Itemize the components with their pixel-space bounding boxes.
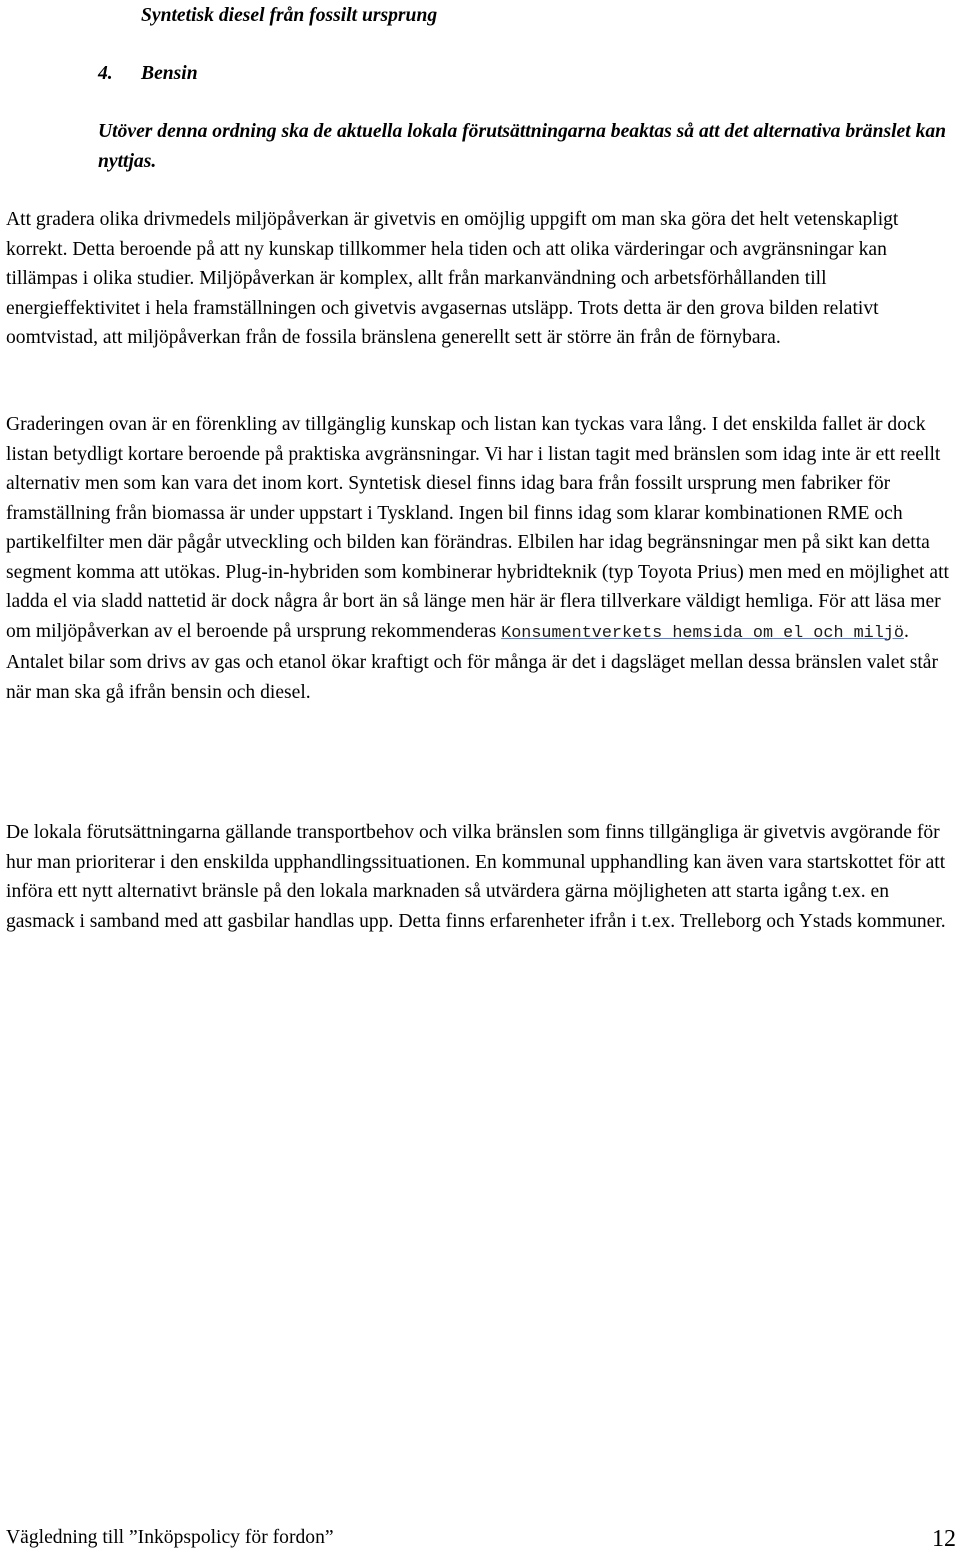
priority-note: Utöver denna ordning ska de aktuella lokala förutsättningarna beaktas så att det alternativa bränslet kan nyttjas.: [98, 121, 947, 172]
list-item-number: 4.: [98, 63, 113, 84]
paragraph-text: . Antalet bilar som drivs av gas och etanol ökar kraftigt och för många är det i dagsläget mellan dessa bränslen valet står när man ska gå ifrån bensin och diesel.: [6, 620, 939, 703]
list-item-synthetic-diesel: [141, 1, 437, 31]
list-item-petrol: [98, 59, 198, 89]
paragraph-grading-simplification: [6, 410, 954, 707]
consumer-agency-link[interactable]: Konsumentverkets hemsida om el och miljö: [501, 623, 904, 643]
paragraph-text: Graderingen ovan är en förenkling av tillgänglig kunskap och listan kan tyckas vara lång. I det enskilda fallet är dock listan betydligt kortare beroende på praktiska avgränsningar. Vi har i listan tagit med bränslen som idag inte är ett reellt alternativ men som kan vara det inom kort. Syntetisk diesel finns idag bara från fossilt ursprung men fabriker för framställning från biomassa är under uppstart i Tyskland. Ingen bil finns idag som klarar kombinationen RME och partikelfilter men där pågår utveckling och bilden kan förändras. Elbilen har idag begränsningar men på sikt kan detta segment komma att utökas. Plug-in-hybriden som kombinerar hybridteknik (typ Toyota Prius) men med en möjlighet att ladda el via sladd nattetid är dock några år bort än så länge men här är flera tillverkare väldigt hemliga. För att läsa mer om miljöpåverkan av el beroende på ursprung rekommenderas: [6, 414, 949, 642]
paragraph-local-conditions: De lokala förutsättningarna gällande transportbehov och vilka bränslen som finns tillgängliga är givetvis avgörande för hur man prioriterar i den enskilda upphandlingssituationen. En kommunal upphandling kan även vara startskottet för att införa ett nytt alternativt bränsle på den lokala marknaden så utvärdera gärna möjligheten att starta igång t.ex. en gasmack i samband med att gasbilar handlas upp. Detta finns erfarenheter ifrån i t.ex. Trelleborg och Ystads kommuner.: [6, 822, 946, 932]
footer-document-title: Vägledning till ”Inköpspolicy för fordon”: [6, 1527, 334, 1548]
list-item-text: Bensin: [141, 63, 198, 84]
list-item-text: Syntetisk diesel från fossilt ursprung: [141, 5, 438, 26]
page-number: 12: [932, 1526, 956, 1552]
paragraph-environmental-impact: Att gradera olika drivmedels miljöpåverkan är givetvis en omöjlig uppgift om man ska göra det helt vetenskapligt korrekt. Detta beroende på att ny kunskap tillkommer hela tiden och att olika värderingar och avgränsningar kan tillämpas i olika studier. Miljöpåverkan är komplex, allt från markanvändning och arbetsförhållanden till energieffektivitet i hela framställningen och givetvis avgasernas utsläpp. Trots detta är den grova bilden relativt oomtvistad, att miljöpåverkan från de fossila bränslena generellt sett är större än från de förnybara.: [6, 209, 899, 348]
